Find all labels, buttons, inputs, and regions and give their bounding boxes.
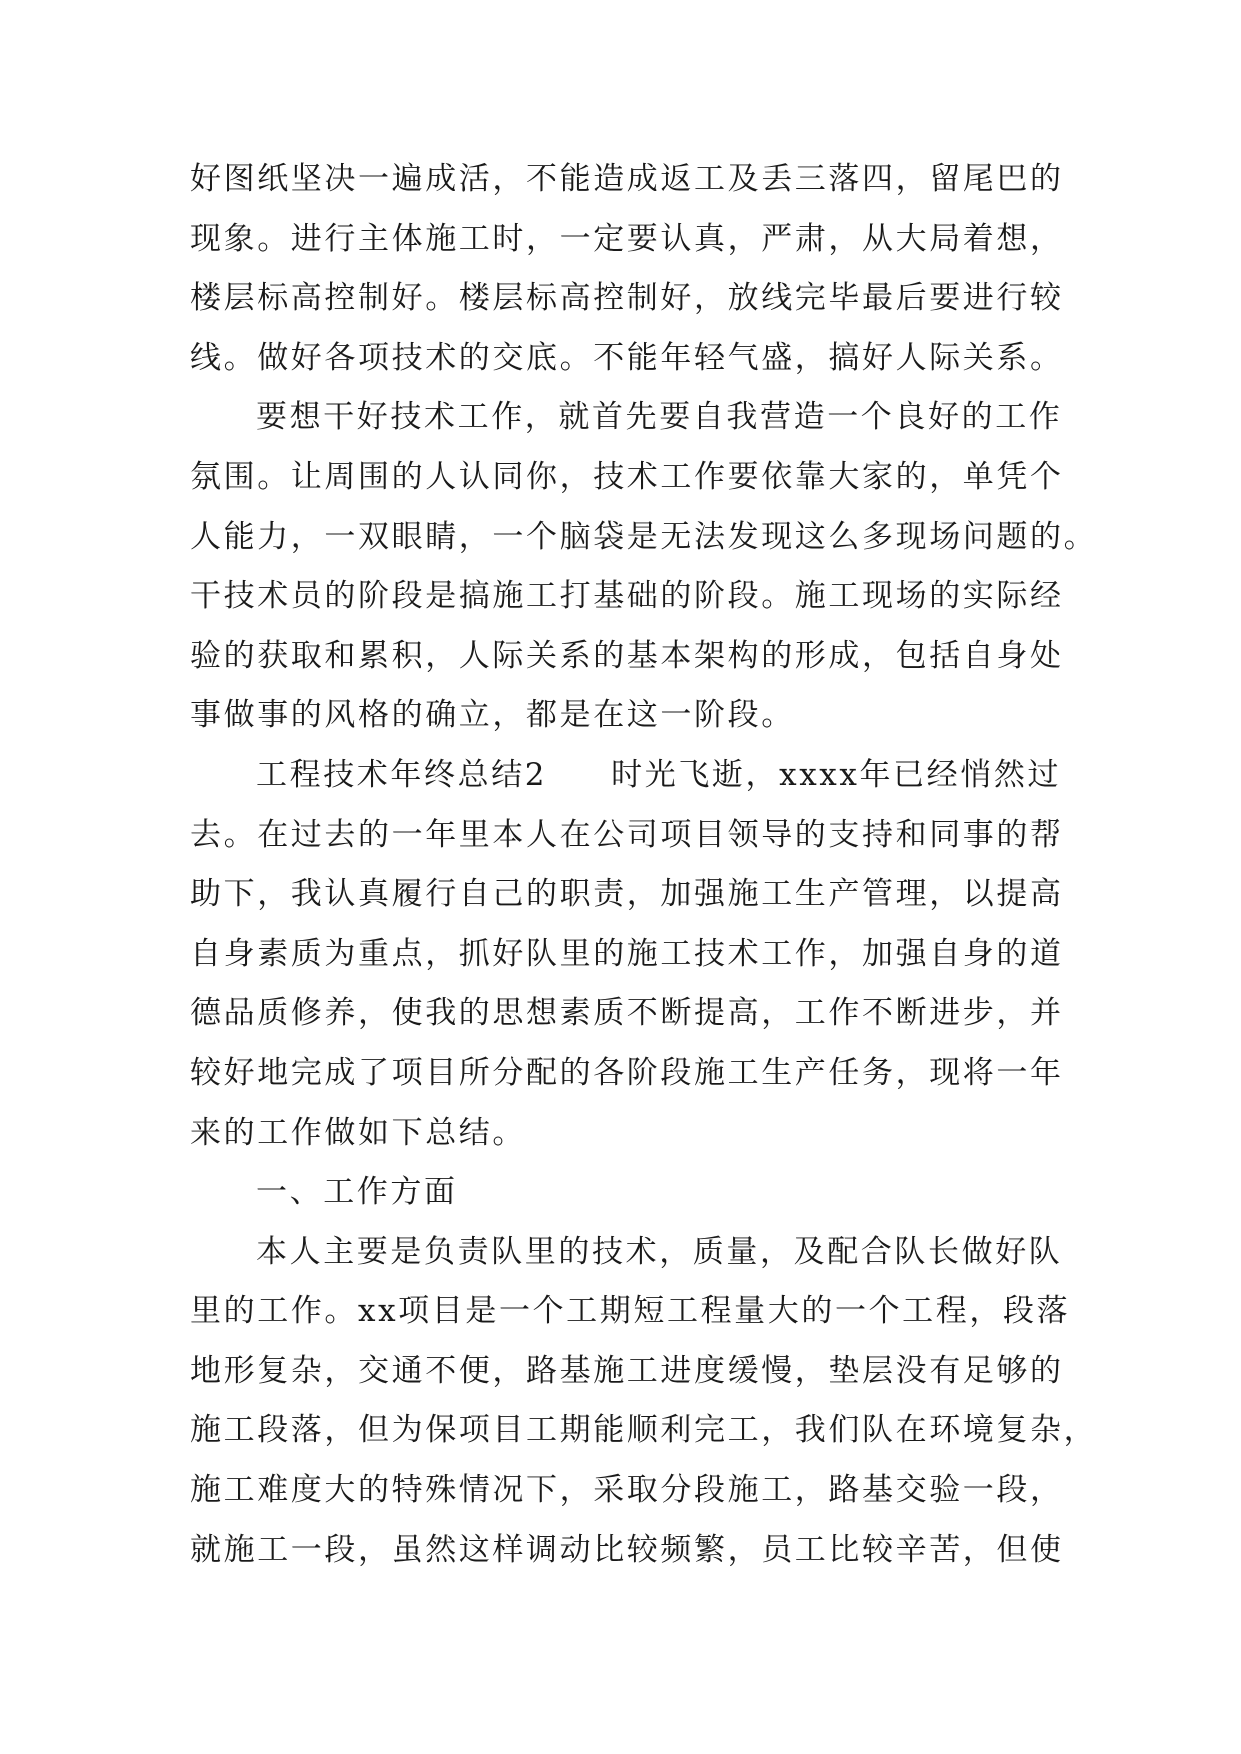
section-line bbox=[190, 746, 1060, 806]
subheading-line: 一、工作方面 bbox=[256, 1174, 458, 1211]
text-line: 德品质修养，使我的思想素质不断提高，工作不断进步，并 bbox=[190, 995, 1064, 1032]
text-line: 施工难度大的特殊情况下，采取分段施工，路基交验一段， bbox=[190, 1472, 1064, 1509]
text-line: 干技术员的阶段是搞施工打基础的阶段。施工现场的实际经 bbox=[190, 578, 1064, 615]
text-line: 人能力，一双眼睛，一个脑袋是无法发现这么多现场问题的。 bbox=[190, 518, 1098, 555]
text-line: 自身素质为重点，抓好队里的施工技术工作，加强自身的道 bbox=[190, 935, 1064, 972]
text-line: 里的工作。xx项目是一个工期短工程量大的一个工程，段落 bbox=[190, 1293, 1071, 1330]
section-heading: 工程技术年终总结2 bbox=[256, 756, 548, 793]
document-body bbox=[190, 150, 1098, 1580]
paragraph-first-line: 本人主要是负责队里的技术，质量，及配合队长做好队 bbox=[256, 1233, 1063, 1270]
paragraph-first-line: 要想干好技术工作，就首先要自我营造一个良好的工作 bbox=[256, 399, 1063, 436]
text-line: 来的工作做如下总结。 bbox=[190, 1114, 526, 1151]
text-line: 地形复杂，交通不便，路基施工进度缓慢，垫层没有足够的 bbox=[190, 1352, 1064, 1389]
section-text: 时光飞逝，xxxx年已经悄然过 bbox=[611, 756, 1062, 793]
text-line: 线。做好各项技术的交底。不能年轻气盛，搞好人际关系。 bbox=[190, 339, 1064, 376]
text-line: 氛围。让周围的人认同你，技术工作要依靠大家的，单凭个 bbox=[190, 458, 1064, 495]
text-line: 就施工一段，虽然这样调动比较频繁，员工比较辛苦，但使 bbox=[190, 1531, 1064, 1568]
text-line: 去。在过去的一年里本人在公司项目领导的支持和同事的帮 bbox=[190, 816, 1064, 853]
text-line: 事做事的风格的确立，都是在这一阶段。 bbox=[190, 697, 795, 734]
text-line: 助下，我认真履行自己的职责，加强施工生产管理，以提高 bbox=[190, 876, 1064, 913]
text-line: 验的获取和累积，人际关系的基本架构的形成，包括自身处 bbox=[190, 637, 1064, 674]
text-line: 较好地完成了项目所分配的各阶段施工生产任务，现将一年 bbox=[190, 1054, 1064, 1091]
text-line: 现象。进行主体施工时，一定要认真，严肃，从大局着想， bbox=[190, 220, 1064, 257]
text-line: 楼层标高控制好。楼层标高控制好，放线完毕最后要进行较 bbox=[190, 280, 1064, 317]
text-line: 施工段落，但为保项目工期能顺利完工，我们队在环境复杂， bbox=[190, 1412, 1098, 1449]
text-line: 好图纸坚决一遍成活，不能造成返工及丢三落四，留尾巴的 bbox=[190, 161, 1064, 197]
